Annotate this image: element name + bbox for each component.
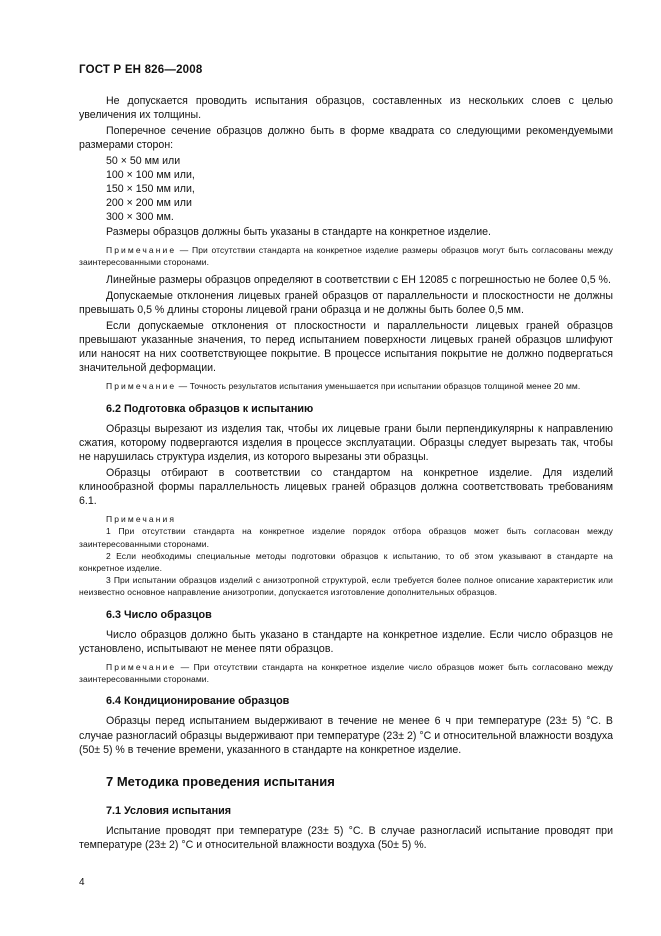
size-list-item: 150 × 150 мм или, bbox=[106, 183, 195, 195]
note-text: — При отсутствии стандарта на конкретное изделие число образцов может быть согласовано между заинтересованными сторонами. bbox=[79, 662, 613, 685]
paragraph: Не допускается проводить испытания образцов, составленных из нескольких слоев с целью увеличения их толщины. bbox=[79, 95, 613, 122]
note-label: Примечание bbox=[106, 662, 177, 673]
paragraph: Испытание проводят при температуре (23± 5) °С. В случае разногласий испытание проводят при температуре (23± 2) °С и относительной влажности воздуха (50± 5) %. bbox=[79, 825, 613, 852]
paragraph: Поперечное сечение образцов должно быть в форме квадрата со следующими рекомендуемыми размерами сторон: bbox=[79, 124, 613, 151]
paragraph: Размеры образцов должны быть указаны в стандарте на конкретное изделие. bbox=[106, 225, 491, 238]
paragraph: Образцы перед испытанием выдерживают в течение не менее 6 ч при температуре (23± 5) °С. В случае разногласий образцы выдерживают при температуре (23± 2) °С и относительной влажности воздуха (50± 5) % в течение времени, указанного в стандарте на конкретное изделие. bbox=[79, 715, 613, 756]
note-label: Примечание bbox=[106, 244, 177, 255]
note bbox=[79, 380, 613, 392]
size-list-item: 300 × 300 мм. bbox=[106, 211, 174, 224]
subsection-heading: 6.3 Число образцов bbox=[106, 608, 212, 621]
note-item: 2 Если необходимы специальные методы подготовки образцов к испытанию, то об этом указывают в стандарте на конкретное изделие. bbox=[79, 550, 613, 574]
paragraph: Если допускаемые отклонения от плоскостности и параллельности лицевых граней образцов превышают указанные значения, то перед испытанием поверхности лицевых граней образцов шлифуют или наносят на них соответствующее покрытие. В процессе испытания покрытие не должно подвергаться значительной деформации. bbox=[79, 319, 613, 375]
paragraph: Образцы отбирают в соответствии со стандартом на конкретное изделие. Для изделий клинообразной формы параллельность лицевых граней образцов должна соответствовать требованиям 6.1. bbox=[79, 466, 613, 508]
subsection-heading: 7.1 Условия испытания bbox=[106, 805, 232, 818]
note bbox=[79, 244, 613, 268]
section-heading: 7 Методика проведения испытания bbox=[106, 774, 335, 790]
paragraph: Число образцов должно быть указано в стандарте на конкретное изделие. Если число образцов не установлено, испытывают не менее пяти образцов. bbox=[79, 628, 613, 655]
note-text: — При отсутствии стандарта на конкретное изделие размеры образцов могут быть согласованы между заинтересованными сторонами. bbox=[79, 244, 613, 268]
note bbox=[79, 513, 613, 525]
size-list-item: 100 × 100 мм или, bbox=[106, 168, 195, 181]
document-body bbox=[79, 94, 613, 854]
paragraph: Допускаемые отклонения лицевых граней образцов от параллельности и плоскостности не должны превышать 0,5 % длины стороны лицевой грани образца и не должны быть более 0,5 мм. bbox=[79, 289, 613, 317]
paragraph: Образцы вырезают из изделия так, чтобы их лицевые грани были перпендикулярны к направлению сжатия, которому подвергаются изделия в процессе эксплуатации. Образцы следует вырезать так, чтобы не нарушилась структура изделия, из которого вырезаны эти образцы. bbox=[79, 422, 613, 464]
document-header-code: ГОСТ Р ЕН 826—2008 bbox=[79, 64, 203, 76]
note-text: — Точность результатов испытания уменьшается при испытании образцов толщиной менее 20 мм. bbox=[176, 381, 581, 392]
note-label: Примечание bbox=[106, 381, 177, 392]
subsection-heading: 6.4 Кондиционирование образцов bbox=[106, 695, 290, 708]
note-label: Примечания bbox=[106, 514, 177, 525]
note-item: 3 При испытании образцов изделий с анизотропной структурой, если требуется более полное описание характеристик или неизвестно основное направление анизотропии, допускается изготовление дополнительных образцов. bbox=[79, 575, 613, 598]
note bbox=[79, 661, 613, 685]
size-list-item: 200 × 200 мм или bbox=[106, 197, 192, 210]
subsection-heading: 6.2 Подготовка образцов к испытанию bbox=[106, 402, 314, 415]
size-list-item: 50 × 50 мм или bbox=[106, 154, 181, 167]
page-number: 4 bbox=[79, 877, 85, 888]
note-item: 1 При отсутствии стандарта на конкретное изделие порядок отбора образцов может быть согласован между заинтересованными сторонами. bbox=[79, 526, 613, 549]
paragraph: Линейные размеры образцов определяют в соответствии с ЕН 12085 с погрешностью не более 0,5 %. bbox=[106, 274, 611, 287]
